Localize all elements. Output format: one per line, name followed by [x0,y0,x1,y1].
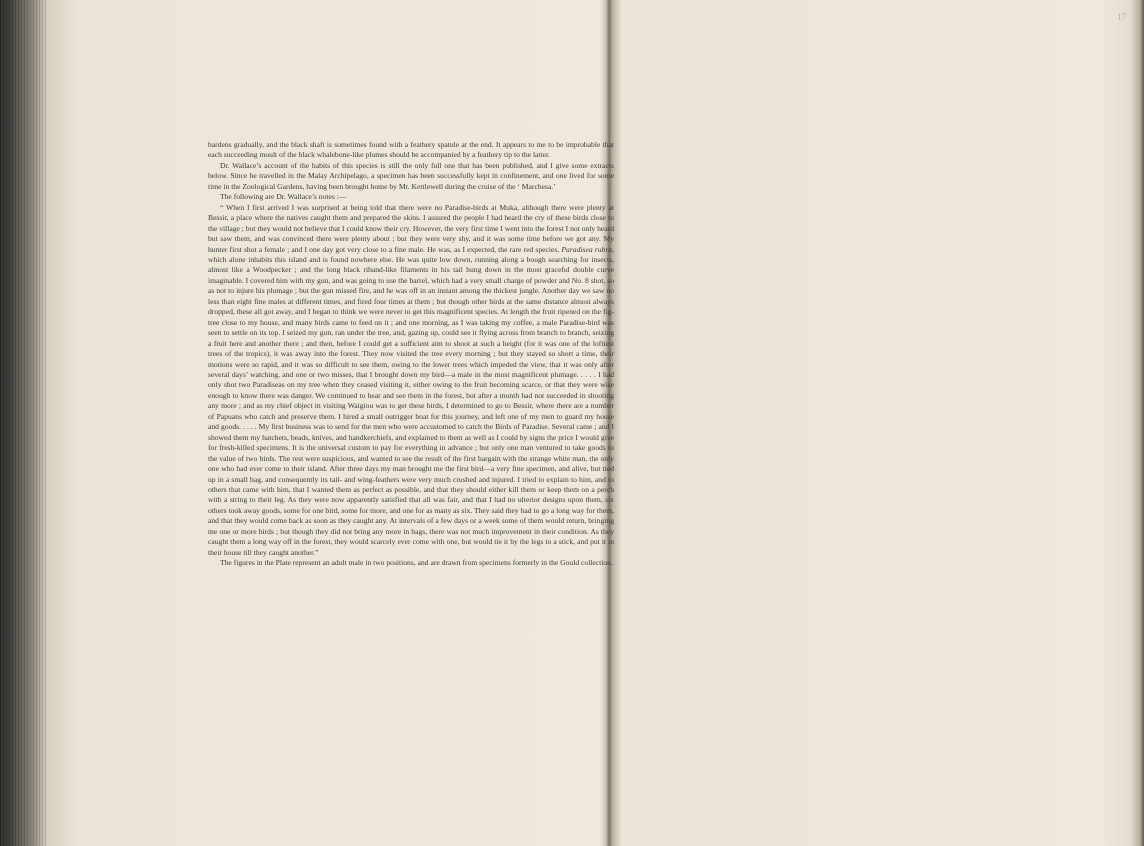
right-page [612,8,1140,842]
paragraph: Dr. Wallace’s account of the habits of this species is still the only full one that has been published, and I give some extracts below. Since he travelled in the Malay Archipelago, a specimen has been successfully kept in confinement, and one lived for some time in the Zoological Gardens, having been brought home by Mr. Kettlewell during the cruise of the ‘ Marchesa.’ [208,160,614,191]
page-number: 17 [1117,12,1126,22]
page-edges [0,0,48,846]
paragraph: The following are Dr. Wallace’s notes :— [220,192,347,202]
paragraph: The figures in the Plate represent an adult male in two positions, and are drawn from specimens formerly in the Gould collection. [220,558,613,568]
paragraph: bardens gradually, and the black shaft is sometimes found with a feathery spatule at the end. It appears to me to be improbable that each succeeding moult of the black whalebone-like plumes should be accompanied by a feathery tip to the latter. [208,140,614,160]
text-block [208,140,614,569]
paragraph: “ When I first arrived I was surprised at being told that there were no Paradise-birds at Muka, although there were plenty at Bessir, a place where the natives caught them and prepared the skins. I assured the people I had heard the cry of these birds close to the village ; but they would not believe that I could know their cry. However, the very first time I went into the forest I not only heard but saw them, and was convinced there were plenty about ; but they were very shy, and it was some time before we got any. My hunter first shot a female ; and I one day got very close to a fine male. He was, as I expected, the rare red species, Paradisea rubra, which alone inhabits this island and is found nowhere else. He was quite low down, running along a bough searching for insects, almost like a Woodpecker ; and the long black riband-like filaments in his tail hung down in the most graceful double curve imaginable. I covered him with my gun, and was going to use the barrel, which had a very small charge of powder and No. 8 shot, so as not to injure his plumage ; but the gun missed fire, and he was off in an instant among the thickest jungle. Another day we saw no less than eight fine males at different times, and fired four times at them ; but though other birds at the same distance almost always dropped, these all got away, and I began to think we were never to get this magnificent species. At length the fruit ripened on the fig-tree close to my house, and many birds came to feed on it ; and one morning, as I was taking my coffee, a male Paradise-bird was seen to settle on its top. I seized my gun, ran under the tree, and, gazing up, could see it flying across from branch to branch, seizing a fruit here and another there ; and then, before I could get a sufficient aim to shoot at such a height (for it was one of the loftiest trees of the tropics), it was away into the forest. They now visited the tree every morning ; but they stayed so short a time, their motions were so rapid, and it was so difficult to see them, owing to the lower trees which impeded the view, that it was only after several days’ watching, and one or two misses, that I brought down my bird—a male in the most magnificent plumage. . . . . I had only shot two Paradiseas on my tree when they ceased visiting it, either owing to the fruit becoming scarce, or that they were wise enough to know there was danger. We continued to hear and see them in the forest, but after a month had not succeeded in shooting any more ; and as my chief object in visiting Waigiou was to get these birds, I determined to go to Bessir, where there are a number of Papuans who catch and preserve them. I hired a small outrigger boat for this journey, and left one of my men to guard my house and goods. . . . . My first business was to send for the men who were accustomed to catch the Birds of Paradise. Several came ; and I showed them my hatchets, beads, knives, and handkerchiefs, and explained to them as well as I could by signs the price I would give for fresh-killed specimens. It is the universal custom to pay for everything in advance ; but only one man ventured to take goods to the value of two birds. The rest were suspicious, and wanted to see the result of the first bargain with the strange white man, the only one who had ever come to their island. After three days my man brought me the first bird—a very fine specimen, and alive, but tied up in a small bag, and consequently its tail- and wing-feathers were very much crushed and injured. I tried to explain to him, and to others that came with him, that I wanted them as perfect as possible, and that they should either kill them or keep them on a perch with a string to their leg. As they were now apparently satisfied that all was fair, and that I had no ulterior designs upon them, six others took away goods, some for one bird, some for more, and one for as many as six. They said they had to go a long way for them, and that they would come back as soon as they caught any. At intervals of a few days or a week some of them would return, bringing me one or more birds ; but though they did not bring any more in bags, there was not much improvement in their condition. As they caught them a long way off in the forest, they would scarcely ever come with one, but would tie it by the legs to a stick, and put it in their house till they caught another.” [208,202,614,557]
